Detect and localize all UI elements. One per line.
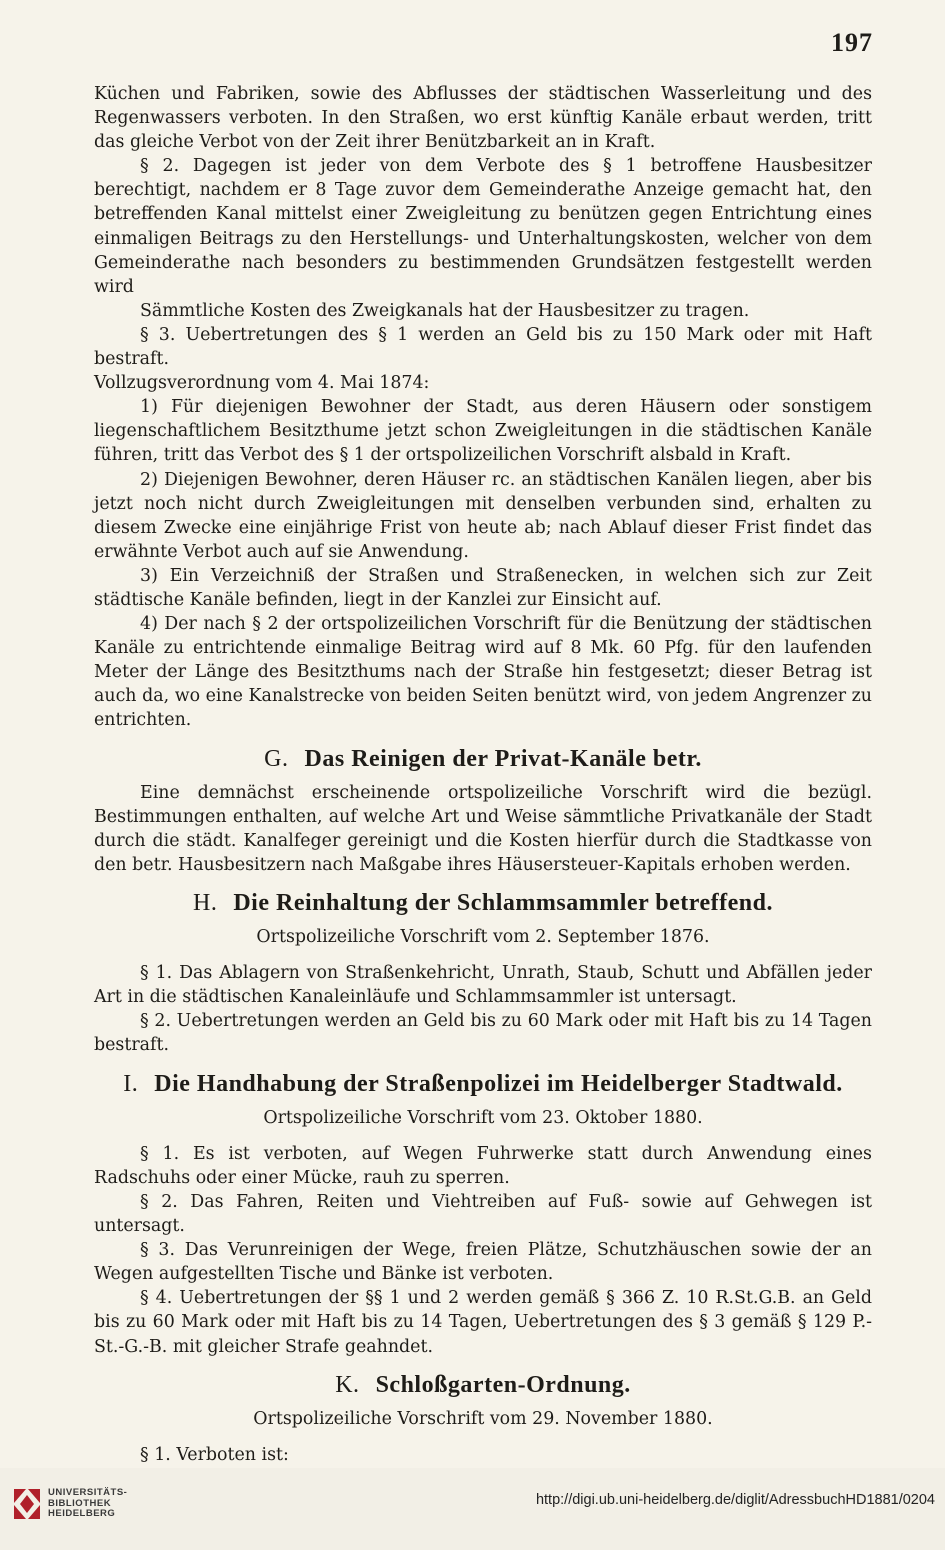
paragraph: 1) Für diejenigen Bewohner der Stadt, aus deren Häusern oder sonstigem liegenschaftlichem Besitzthume jetzt schon Zweigleitungen in die städtischen Kanäle führen, tritt das Verbot des § 1 der ortspolizeilichen Vorschrift alsbald in Kraft. [94, 397, 872, 466]
section-subtitle: Ortspolizeiliche Vorschrift vom 2. September 1876. [256, 927, 710, 948]
logo-shape [20, 1495, 34, 1513]
section-letter: I. [123, 1070, 139, 1097]
section-title: Die Reinhaltung der Schlammsammler betreffend. [233, 890, 773, 916]
section-heading-k [94, 1373, 872, 1397]
logo-line: BIBLIOTHEK [48, 1497, 112, 1509]
library-logo-icon [14, 1489, 40, 1519]
paragraph: § 1. Das Ablagern von Straßenkehricht, Unrath, Staub, Schutt und Abfällen jeder Art in die städtischen Kanaleinläufe und Schlammsammler ist untersagt. [94, 963, 872, 1008]
paragraph: § 1. Es ist verboten, auf Wegen Fuhrwerke statt durch Anwendung eines Radschuhs oder einer Mücke, rauh zu sperren. [94, 1143, 872, 1188]
library-logo[interactable] [14, 1488, 127, 1520]
digitization-footer [0, 1468, 945, 1550]
section-title: Schloßgarten-Ordnung. [375, 1371, 631, 1398]
section-title: Die Handhabung der Straßenpolizei im Heidelberger Stadtwald. [154, 1070, 843, 1097]
paragraph: 2) Diejenigen Bewohner, deren Häuser rc. an städtischen Kanälen liegen, aber bis jetzt noch nicht durch Zweigleitungen mit denselben verbunden sind, erhalten zu diesem Zwecke eine einjährige Frist von heute ab; nach Ablauf dieser Frist findet das erwähnte Verbot auch auf sie Anwendung. [94, 469, 872, 562]
paragraph: Eine demnächst erscheinende ortspolizeiliche Vorschrift wird die bezügl. Bestimmungen enthalten, auf welche Art und Weise sämmtliche Privatkanäle der Stadt durch die städt. Kanalfeger gereinigt und die Kosten hierfür durch die Stadtkasse von den betr. Hausbesitzern nach Maßgabe ihres Häusersteuer-Kapitals erhoben werden. [94, 782, 872, 875]
page-body [94, 82, 872, 1515]
section-heading-g [94, 747, 872, 771]
section-subtitle: Ortspolizeiliche Vorschrift vom 29. November 1880. [253, 1408, 713, 1429]
paragraph: 3) Ein Verzeichniß der Straßen und Straßenecken, in welchen sich zur Zeit städtische Kanäle befinden, liegt in der Kanzlei zur Einsicht auf. [94, 565, 872, 610]
section-letter: K. [335, 1371, 360, 1398]
section-heading-i [94, 1072, 872, 1096]
section-letter: G. [264, 745, 289, 772]
paragraph: § 2. Uebertretungen werden an Geld bis zu 60 Mark oder mit Haft bis zu 14 Tagen bestraft. [94, 1011, 872, 1056]
paragraph: § 2. Das Fahren, Reiten und Viehtreiben auf Fuß- sowie auf Gehwegen ist untersagt. [94, 1191, 872, 1237]
source-url-link[interactable]: http://digi.ub.uni-heidelberg.de/diglit/AdressbuchHD1881/0204 [535, 1492, 935, 1508]
library-logo-text [48, 1488, 127, 1520]
section-title: Das Reinigen der Privat-Kanäle betr. [304, 745, 702, 772]
paragraph: Sämmtliche Kosten des Zweigkanals hat der Hausbesitzer zu tragen. [140, 300, 750, 321]
paragraph: § 3. Das Verunreinigen der Wege, freien Plätze, Schutzhäuschen sowie der an Wegen aufgestellten Tische und Bänke ist verboten. [94, 1240, 872, 1285]
paragraph: § 3. Uebertretungen des § 1 werden an Geld bis zu 150 Mark oder mit Haft bestraft. [94, 324, 872, 370]
paragraph: § 1. Verboten ist: [140, 1444, 289, 1465]
paragraph: Vollzugsverordnung vom 4. Mai 1874: [94, 373, 430, 394]
logo-line: HEIDELBERG [48, 1508, 116, 1519]
paragraph: Küchen und Fabriken, sowie des Abflusses der städtischen Wasserleitung und des Regenwassers verboten. In den Straßen, wo erst künftig Kanäle erbaut werden, tritt das gleiche Verbot von der Zeit ihrer Benützbarkeit an in Kraft. [94, 84, 872, 153]
section-letter: H. [193, 890, 218, 916]
logo-line: UNIVERSITÄTS- [48, 1487, 128, 1498]
page-number: 197 [831, 28, 873, 57]
section-heading-h [94, 891, 872, 915]
paragraph: 4) Der nach § 2 der ortspolizeilichen Vorschrift für die Benützung der städtischen Kanäle zu entrichtende einmalige Beitrag wird auf 8 Mk. 60 Pfg. für den laufenden Meter der Länge des Besitzthums nach der Straße hin festgesetzt; dieser Betrag ist auch da, wo eine Kanalstrecke von beiden Seiten benützt wird, von jedem Angrenzer zu entrichten. [94, 614, 872, 731]
paragraph: § 4. Uebertretungen der §§ 1 und 2 werden gemäß § 366 Z. 10 R.St.G.B. an Geld bis zu 60 Mark oder mit Haft bis zu 14 Tagen, Uebertretungen des § 3 gemäß § 129 P.-St.-G.-B. mit gleicher Strafe geahndet. [94, 1288, 872, 1357]
paragraph: § 2. Dagegen ist jeder von dem Verbote des § 1 betroffene Hausbesitzer berechtigt, nachdem er 8 Tage zuvor dem Gemeinderathe Anzeige gemacht hat, den betreffenden Kanal mittelst einer Zweigleitung zu benützen gegen Entrichtung eines einmaligen Beitrags zu den Herstellungs- und Unterhaltungskosten, welcher von dem Gemeinderathe nach besonders zu bestimmenden Grundsätzen festgestellt werden wird [94, 156, 872, 297]
section-subtitle: Ortspolizeiliche Vorschrift vom 23. Oktober 1880. [263, 1107, 703, 1128]
